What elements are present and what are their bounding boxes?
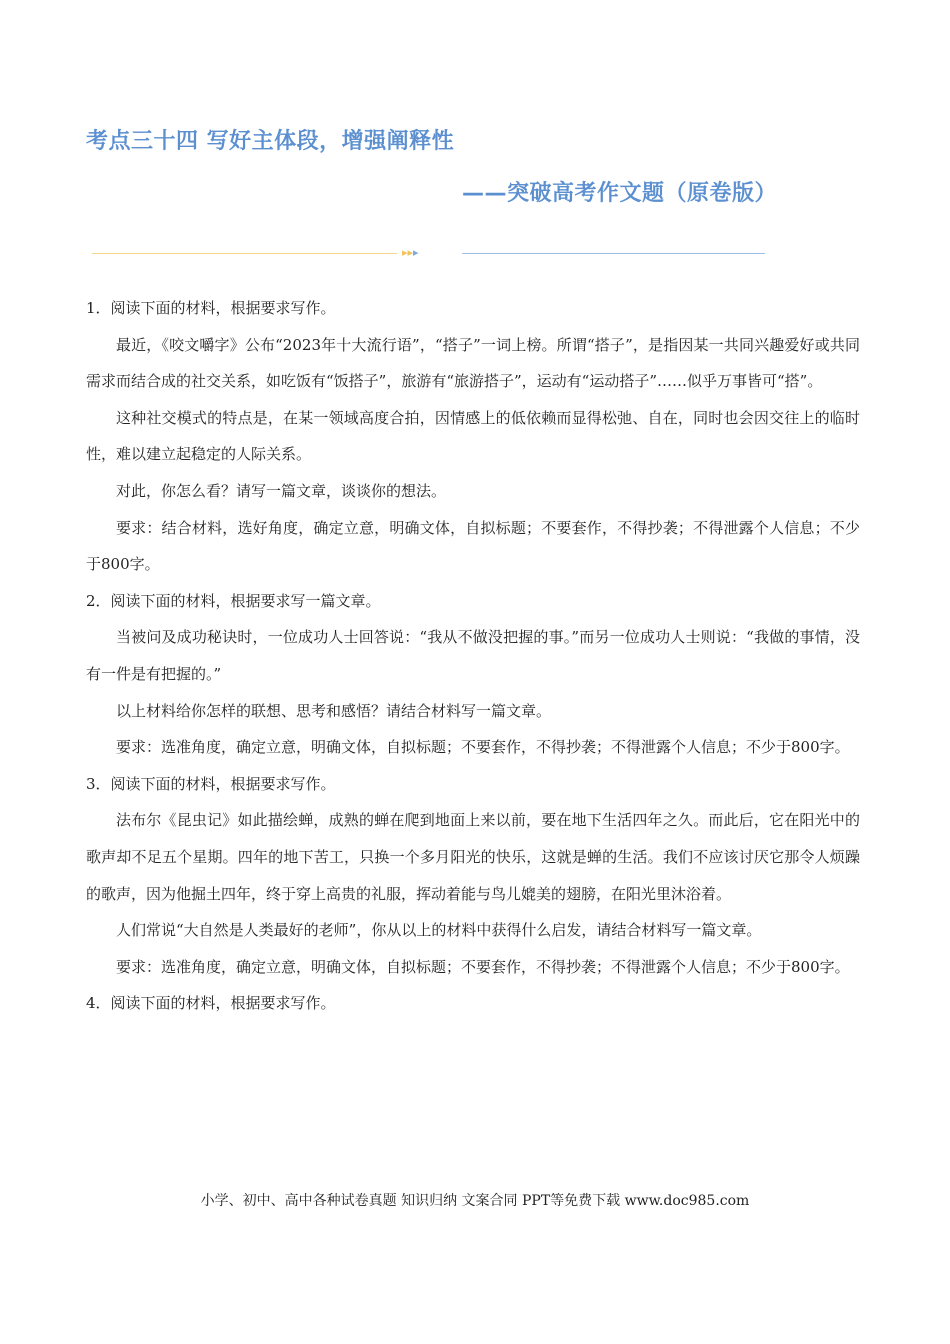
- requirement-paragraph: 要求：选准角度，确定立意，明确文体，自拟标题；不要套作，不得抄袭；不得泄露个人信息；不少于800字。: [116, 957, 850, 976]
- page-subtitle: ——突破高考作文题（原卷版）: [462, 181, 778, 206]
- divider-arrows-left: ▸▸: [402, 246, 414, 259]
- document-body: [86, 290, 860, 1022]
- divider-line-right: [462, 253, 765, 254]
- page-footer: 小学、初中、高中各种试卷真题 知识归纳 文案合同 PPT等免费下载 www.doc985.com: [200, 1193, 750, 1209]
- body-paragraph: 人们常说“大自然是人类最好的老师”，你从以上的材料中获得什么启发，请结合材料写一篇文章。: [116, 921, 762, 940]
- body-paragraph: 法布尔《昆虫记》如此描绘蝉，成熟的蝉在爬到地面上来以前，要在地下生活四年之久。而此后，它在阳光中的歌声却不足五个星期。四年的地下苦工，只换一个多月阳光的快乐，这就是蝉的生活。我们不应该讨厌它那令人烦躁的歌声，因为他掘土四年，终于穿上高贵的礼服，挥动着能与鸟儿媲美的翅膀，在阳光里沐浴着。: [86, 811, 860, 903]
- body-paragraph: 对此，你怎么看？请写一篇文章，谈谈你的想法。: [116, 481, 447, 500]
- divider-arrows-right: ▸: [413, 246, 419, 259]
- requirement-paragraph: 要求：结合材料，选好角度，确定立意，明确文体，自拟标题；不要套作，不得抄袭；不得泄露个人信息；不少于800字。: [86, 518, 860, 574]
- question-heading: 2．阅读下面的材料，根据要求写一篇文章。: [86, 591, 381, 610]
- question-heading: 4．阅读下面的材料，根据要求写作。: [86, 994, 336, 1013]
- question-heading: 1．阅读下面的材料，根据要求写作。: [86, 299, 336, 317]
- body-paragraph: 以上材料给你怎样的联想、思考和感悟？请结合材料写一篇文章。: [116, 701, 552, 720]
- page-title: 考点三十四 写好主体段，增强阐释性: [86, 129, 455, 154]
- requirement-paragraph: 要求：选准角度，确定立意，明确文体，自拟标题；不要套作，不得抄袭；不得泄露个人信息；不少于800字。: [116, 738, 850, 757]
- divider-line-left: [92, 253, 397, 254]
- body-paragraph: 当被问及成功秘诀时，一位成功人士回答说：“我从不做没把握的事。”而另一位成功人士则说：“我做的事情，没有一件是有把握的。”: [86, 628, 860, 683]
- question-heading: 3．阅读下面的材料，根据要求写作。: [86, 774, 336, 793]
- body-paragraph: 这种社交模式的特点是，在某一领域高度合拍，因情感上的低依赖而显得松弛、自在，同时也会因交往上的临时性，难以建立起稳定的人际关系。: [86, 408, 860, 464]
- body-paragraph: 最近，《咬文嚼字》公布“2023年十大流行语”，“搭子”一词上榜。所谓“搭子”，是指因某一共同兴趣爱好或共同需求而结合成的社交关系，如吃饭有“饭搭子”，旅游有“旅游搭子”，运动有“运动搭子”……似乎万事皆可“搭”。: [86, 335, 860, 391]
- divider-arrows-icon: [402, 245, 419, 261]
